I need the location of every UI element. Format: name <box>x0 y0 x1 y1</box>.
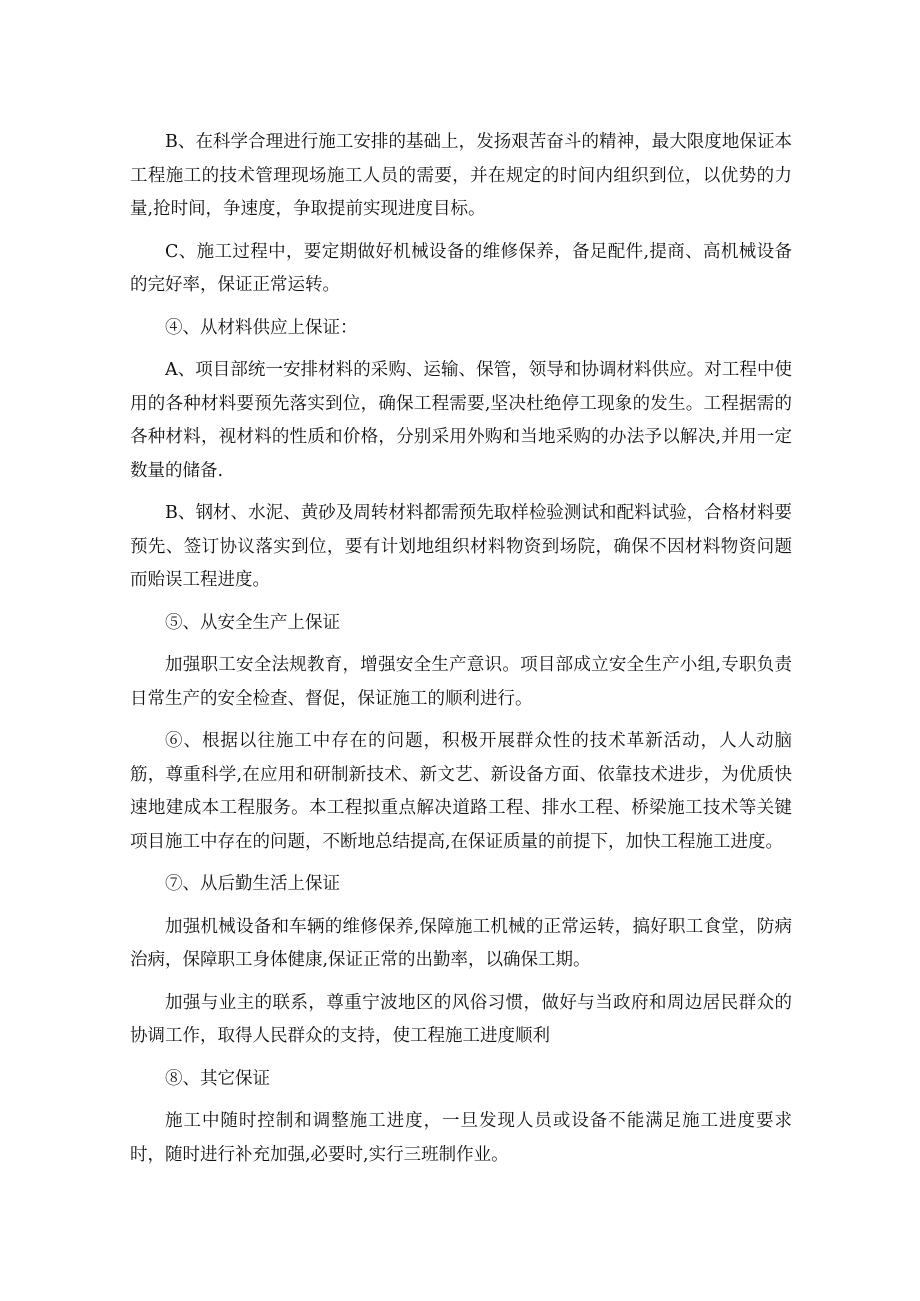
section-heading-safety: ⑤、从安全生产上保证 <box>165 612 340 633</box>
paragraph-safety-education: 加强职工安全法规教育，增强安全生产意识。项目部成立安全生产小组,专职负责日常生产的安全检查、督促，保证施工的顺利进行。 <box>130 655 792 709</box>
paragraph-a-material-procurement: A、项目部统一安排材料的采购、运输、保管，领导和协调材料供应。对工程中使用的各种材料要预先落实到位，确保工程需要,坚决杜绝停工现象的发生。工程据需的各种材料，视材料的性质和价格，分别采用外购和当地采购的办法予以解决,并用一定数量的储备. <box>130 360 792 481</box>
section-heading-material-supply: ④、从材料供应上保证： <box>165 317 358 338</box>
paragraph-logistics-maintenance: 加强机械设备和车辆的维修保养,保障施工机械的正常运转，搞好职工食堂，防病治病，保障职工身体健康,保证正常的出勤率，以确保工期。 <box>130 916 792 970</box>
paragraph-c-equipment-maintenance: C、施工过程中，要定期做好机械设备的维修保养，备足配件,提商、高机械设备的完好率，保证正常运转。 <box>130 241 792 295</box>
paragraph-b-labor-arrangement: B、在科学合理进行施工安排的基础上，发扬艰苦奋斗的精神，最大限度地保证本工程施工的技术管理现场施工人员的需要，并在规定的时间内组织到位，以优势的力量,抢时间，争速度，争取提前实现进度目标。 <box>130 132 792 219</box>
document-body <box>130 126 792 1181</box>
paragraph-b-material-testing: B、钢材、水泥、黄砂及周转材料都需预先取样检验测试和配料试验，合格材料要预先、签订协议落实到位，要有计划地组织材料物资到场院，确保不因材料物资问题而贻误工程进度。 <box>130 503 792 590</box>
paragraph-owner-liaison: 加强与业主的联系，尊重宁波地区的风俗习惯，做好与当政府和周边居民群众的协调工作，取得人民群众的支持，使工程施工进度顺利 <box>130 992 792 1046</box>
paragraph-technical-innovation: ⑥、根据以往施工中存在的问题，积极开展群众性的技术革新活动，人人动脑筋，尊重科学,在应用和研制新技术、新文艺、新设备方面、依靠技术进步，为优质快速地建成本工程服务。本工程拟重点解决道路工程、排水工程、桥梁施工技术等关键项目施工中存在的问题，不断地总结提高,在保证质量的前提下，加快工程施工进度。 <box>130 731 792 852</box>
section-heading-other: ⑧、其它保证 <box>165 1068 270 1089</box>
paragraph-schedule-control: 施工中随时控制和调整施工进度，一旦发现人员或设备不能满足施工进度要求时，随时进行补充加强,必要时,实行三班制作业。 <box>130 1111 792 1165</box>
section-heading-logistics: ⑦、从后勤生活上保证 <box>165 874 340 894</box>
